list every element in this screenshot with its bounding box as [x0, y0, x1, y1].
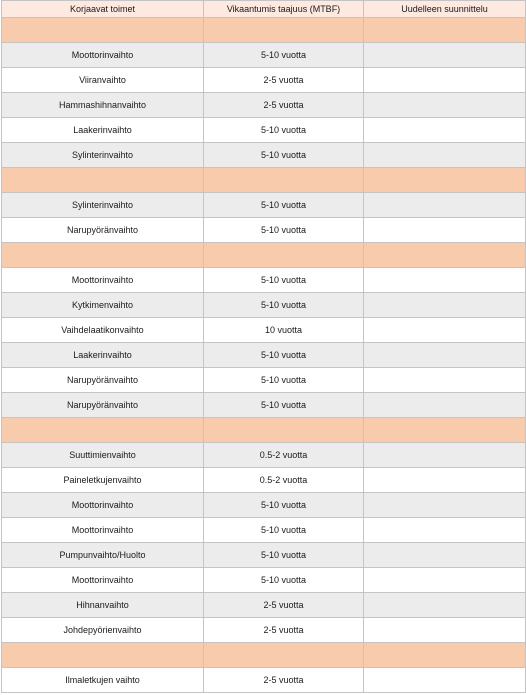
- mtbf-cell[interactable]: 5-10 vuotta: [204, 568, 364, 593]
- band-cell[interactable]: [204, 168, 364, 193]
- redesign-cell[interactable]: [364, 118, 526, 143]
- action-cell[interactable]: Pumpunvaihto/Huolto: [2, 543, 204, 568]
- table-row: [2, 218, 526, 243]
- band-cell[interactable]: [364, 418, 526, 443]
- band-cell[interactable]: [204, 418, 364, 443]
- section-band-row: [2, 168, 526, 193]
- mtbf-cell[interactable]: 2-5 vuotta: [204, 93, 364, 118]
- action-cell[interactable]: Moottorinvaihto: [2, 518, 204, 543]
- redesign-cell[interactable]: [364, 318, 526, 343]
- mtbf-cell[interactable]: 5-10 vuotta: [204, 43, 364, 68]
- redesign-cell[interactable]: [364, 68, 526, 93]
- table-row: [2, 193, 526, 218]
- redesign-cell[interactable]: [364, 518, 526, 543]
- action-cell[interactable]: Hammashihnanvaihto: [2, 93, 204, 118]
- redesign-cell[interactable]: [364, 468, 526, 493]
- table-row: [2, 468, 526, 493]
- redesign-cell[interactable]: [364, 568, 526, 593]
- action-cell[interactable]: Sylinterinvaihto: [2, 193, 204, 218]
- mtbf-cell[interactable]: 5-10 vuotta: [204, 118, 364, 143]
- band-cell[interactable]: [364, 168, 526, 193]
- mtbf-cell[interactable]: 5-10 vuotta: [204, 143, 364, 168]
- redesign-cell[interactable]: [364, 218, 526, 243]
- maintenance-table: [1, 0, 526, 693]
- table-row: [2, 568, 526, 593]
- action-cell[interactable]: Sylinterinvaihto: [2, 143, 204, 168]
- action-cell[interactable]: Laakerinvaihto: [2, 118, 204, 143]
- table-row: [2, 593, 526, 618]
- mtbf-cell[interactable]: 2-5 vuotta: [204, 68, 364, 93]
- redesign-cell[interactable]: [364, 443, 526, 468]
- redesign-cell[interactable]: [364, 143, 526, 168]
- action-cell[interactable]: Moottorinvaihto: [2, 268, 204, 293]
- mtbf-cell[interactable]: 5-10 vuotta: [204, 518, 364, 543]
- redesign-cell[interactable]: [364, 43, 526, 68]
- band-cell[interactable]: [2, 168, 204, 193]
- redesign-cell[interactable]: [364, 368, 526, 393]
- table-row: [2, 318, 526, 343]
- table-row: [2, 343, 526, 368]
- redesign-cell[interactable]: [364, 618, 526, 643]
- band-cell[interactable]: [2, 643, 204, 668]
- table-row: [2, 118, 526, 143]
- action-cell[interactable]: Johdepyörienvaihto: [2, 618, 204, 643]
- band-cell[interactable]: [364, 643, 526, 668]
- table-row: [2, 68, 526, 93]
- redesign-cell[interactable]: [364, 343, 526, 368]
- mtbf-cell[interactable]: 5-10 vuotta: [204, 368, 364, 393]
- table-row: [2, 543, 526, 568]
- mtbf-cell[interactable]: 5-10 vuotta: [204, 293, 364, 318]
- table-row: [2, 268, 526, 293]
- band-cell[interactable]: [204, 243, 364, 268]
- redesign-cell[interactable]: [364, 268, 526, 293]
- band-cell[interactable]: [204, 18, 364, 43]
- action-cell[interactable]: Kytkimenvaihto: [2, 293, 204, 318]
- action-cell[interactable]: Laakerinvaihto: [2, 343, 204, 368]
- table-row: [2, 493, 526, 518]
- redesign-cell[interactable]: [364, 393, 526, 418]
- action-cell[interactable]: Moottorinvaihto: [2, 568, 204, 593]
- action-cell[interactable]: Narupyöränvaihto: [2, 218, 204, 243]
- action-cell[interactable]: Moottorinvaihto: [2, 43, 204, 68]
- redesign-cell[interactable]: [364, 293, 526, 318]
- table-row: [2, 518, 526, 543]
- redesign-cell[interactable]: [364, 193, 526, 218]
- action-cell[interactable]: Narupyöränvaihto: [2, 393, 204, 418]
- redesign-cell[interactable]: [364, 493, 526, 518]
- table-row: [2, 93, 526, 118]
- mtbf-cell[interactable]: 5-10 vuotta: [204, 543, 364, 568]
- mtbf-cell[interactable]: 10 vuotta: [204, 318, 364, 343]
- table-row: [2, 293, 526, 318]
- redesign-cell[interactable]: [364, 668, 526, 693]
- table-row: [2, 393, 526, 418]
- mtbf-cell[interactable]: 0.5-2 vuotta: [204, 443, 364, 468]
- mtbf-cell[interactable]: 5-10 vuotta: [204, 193, 364, 218]
- header-cell-mtbf[interactable]: Vikaantumis taajuus (MTBF): [204, 1, 364, 18]
- mtbf-cell[interactable]: 5-10 vuotta: [204, 268, 364, 293]
- redesign-cell[interactable]: [364, 93, 526, 118]
- header-cell-uudelleen-suunnittelu[interactable]: Uudelleen suunnittelu: [364, 1, 526, 18]
- table-row: [2, 143, 526, 168]
- mtbf-cell[interactable]: 0.5-2 vuotta: [204, 468, 364, 493]
- mtbf-cell[interactable]: 5-10 vuotta: [204, 393, 364, 418]
- table-row: [2, 668, 526, 693]
- table-body: [2, 18, 526, 693]
- action-cell[interactable]: Suuttimienvaihto: [2, 443, 204, 468]
- action-cell[interactable]: Ilmaletkujen vaihto: [2, 668, 204, 693]
- band-cell[interactable]: [2, 243, 204, 268]
- band-cell[interactable]: [2, 18, 204, 43]
- table-row: [2, 618, 526, 643]
- redesign-cell[interactable]: [364, 543, 526, 568]
- action-cell[interactable]: Narupyöränvaihto: [2, 368, 204, 393]
- mtbf-cell[interactable]: 5-10 vuotta: [204, 493, 364, 518]
- header-cell-korjaavat-toimet[interactable]: Korjaavat toimet: [2, 1, 204, 18]
- band-cell[interactable]: [2, 418, 204, 443]
- mtbf-cell[interactable]: 5-10 vuotta: [204, 218, 364, 243]
- mtbf-cell[interactable]: 2-5 vuotta: [204, 593, 364, 618]
- mtbf-cell[interactable]: 2-5 vuotta: [204, 668, 364, 693]
- action-cell[interactable]: Vaihdelaatikonvaihto: [2, 318, 204, 343]
- action-cell[interactable]: Hihnanvaihto: [2, 593, 204, 618]
- action-cell[interactable]: Viiranvaihto: [2, 68, 204, 93]
- header-row: [2, 1, 526, 18]
- table-row: [2, 368, 526, 393]
- redesign-cell[interactable]: [364, 593, 526, 618]
- table-row: [2, 443, 526, 468]
- section-band-row: [2, 418, 526, 443]
- table-row: [2, 43, 526, 68]
- section-band-row: [2, 643, 526, 668]
- section-band-row: [2, 18, 526, 43]
- band-cell[interactable]: [364, 18, 526, 43]
- action-cell[interactable]: Moottorinvaihto: [2, 493, 204, 518]
- mtbf-cell[interactable]: 5-10 vuotta: [204, 343, 364, 368]
- section-band-row: [2, 243, 526, 268]
- band-cell[interactable]: [204, 643, 364, 668]
- mtbf-cell[interactable]: 2-5 vuotta: [204, 618, 364, 643]
- action-cell[interactable]: Paineletkujenvaihto: [2, 468, 204, 493]
- band-cell[interactable]: [364, 243, 526, 268]
